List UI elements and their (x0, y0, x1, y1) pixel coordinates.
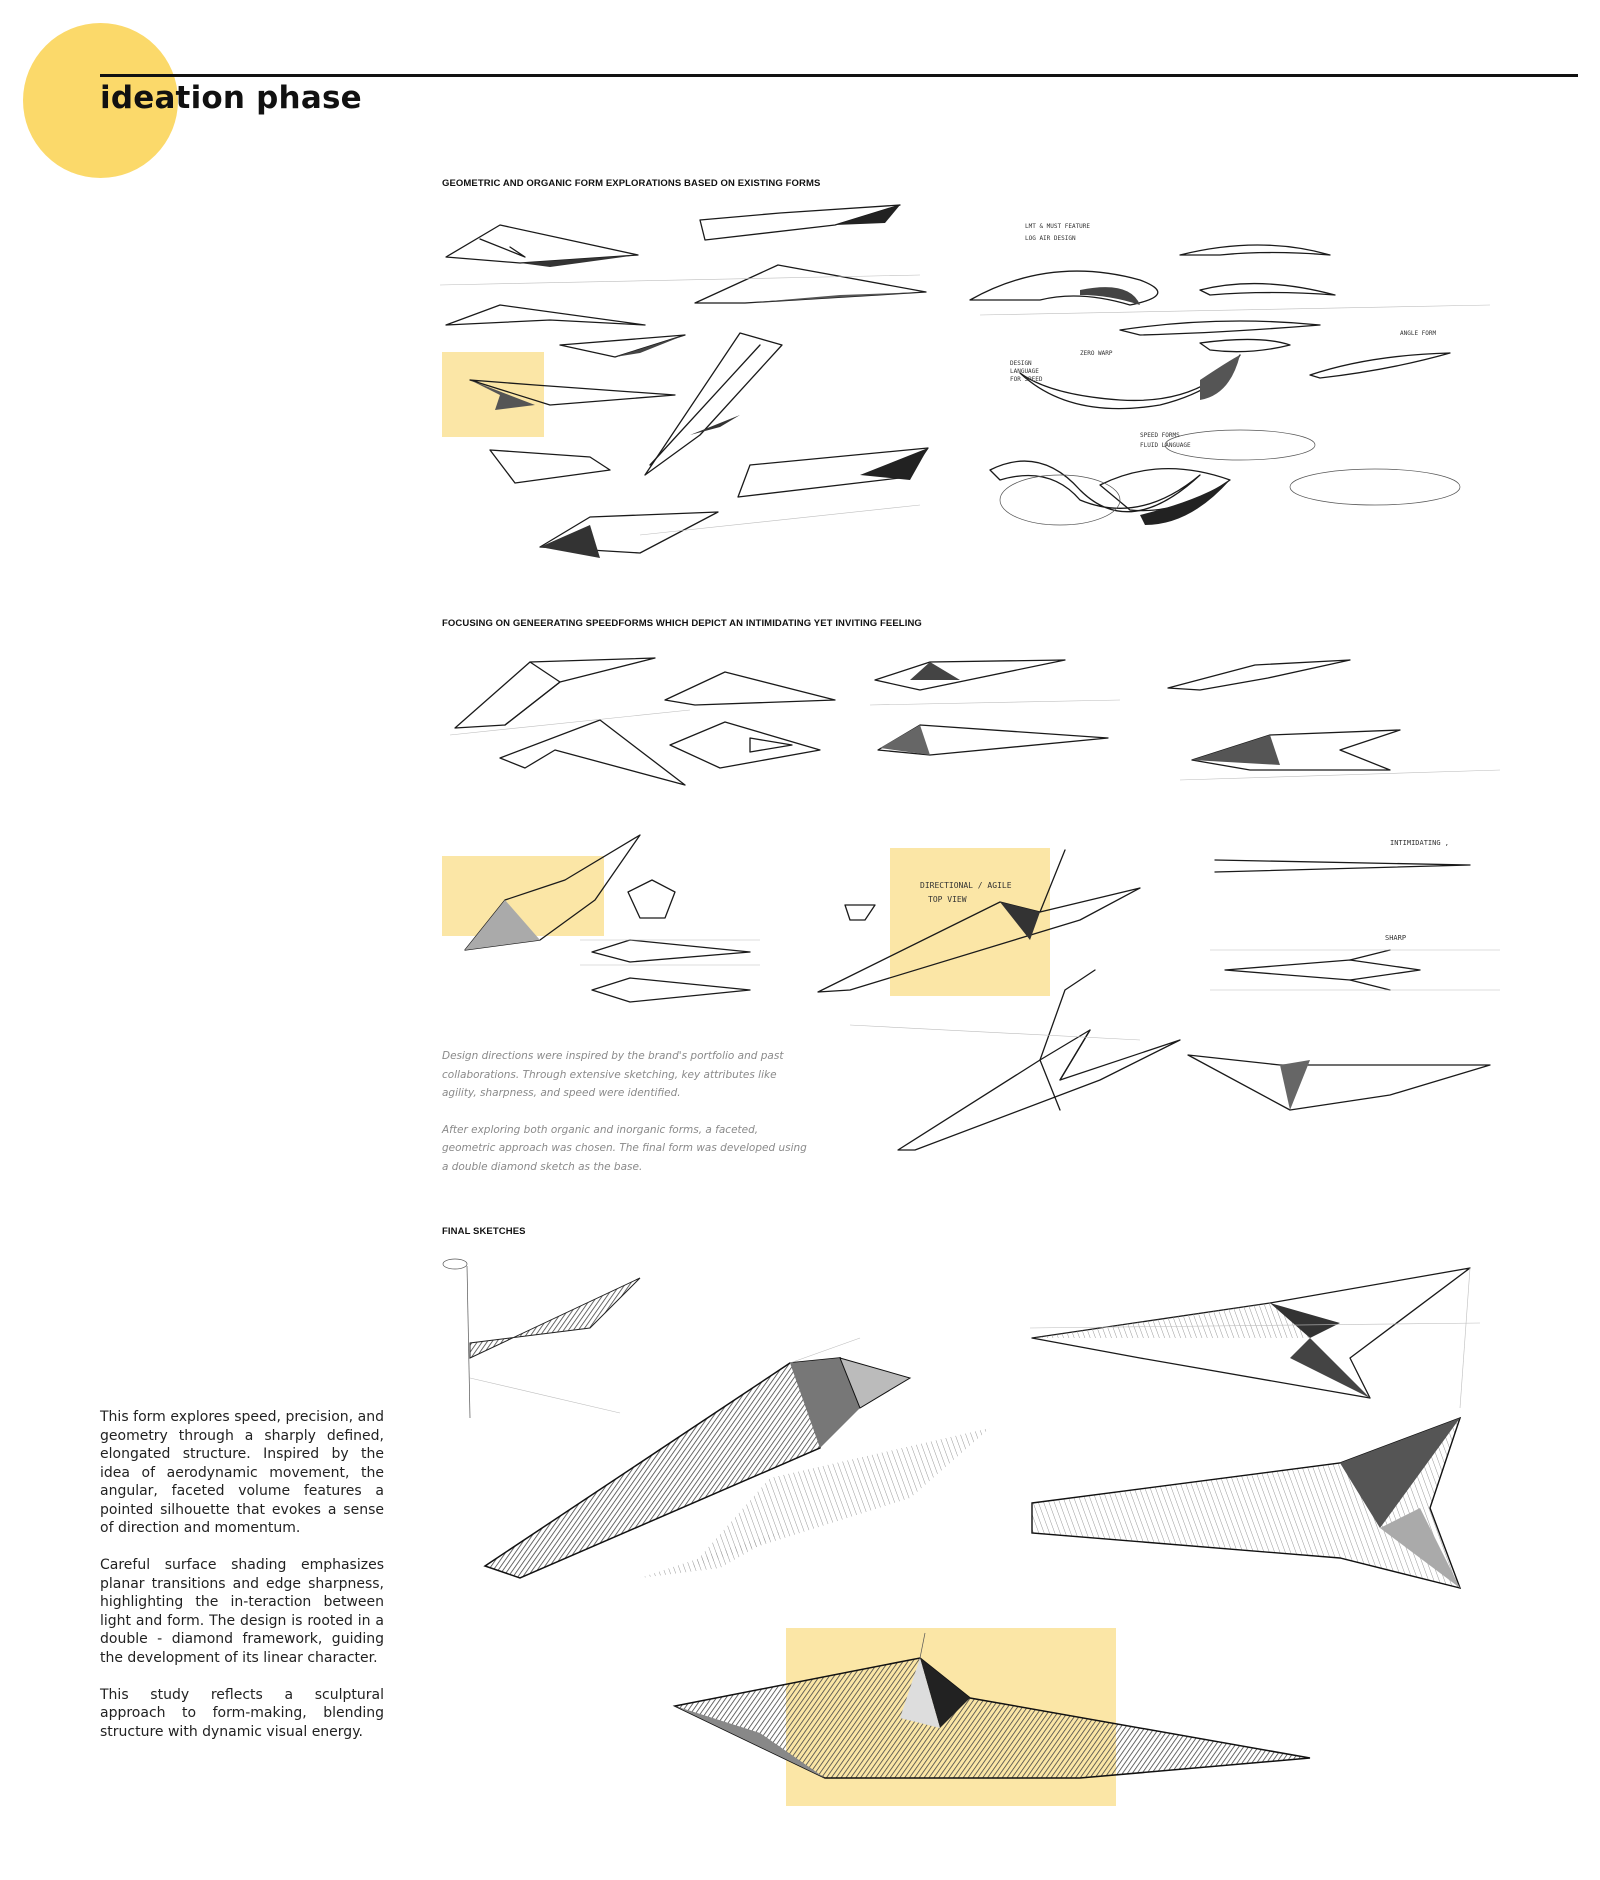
section-label-speedforms: FOCUSING ON GENEERATING SPEEDFORMS WHICH DEPICT AN INTIMIDATING YET INVITING FEELING (442, 618, 922, 629)
speedform-row-1 (450, 658, 1500, 785)
svg-text:DESIGN: DESIGN (1010, 360, 1032, 367)
highlight-swatch (442, 352, 544, 437)
final-sketch-side (1030, 1268, 1480, 1408)
design-notes (442, 1047, 812, 1194)
svg-text:LANGUAGE: LANGUAGE (1010, 368, 1039, 375)
svg-text:DIRECTIONAL / AGILE: DIRECTIONAL / AGILE (920, 881, 1012, 890)
header-rule (100, 74, 1578, 77)
svg-text:SPEED FORMS: SPEED FORMS (1140, 432, 1180, 439)
svg-text:LOG AIR DESIGN: LOG AIR DESIGN (1025, 235, 1076, 242)
svg-text:ANGLE FORM: ANGLE FORM (1400, 330, 1437, 337)
svg-text:TOP VIEW: TOP VIEW (928, 895, 967, 904)
design-note-2: After exploring both organic and inorganic forms, a faceted, geometric approach was chosen. The final form was developed using a double diamond sketch as the base. (442, 1123, 807, 1173)
section-label-form-explorations: GEOMETRIC AND ORGANIC FORM EXPLORATIONS BASED ON EXISTING FORMS (442, 178, 821, 189)
final-sketch-small (443, 1259, 640, 1418)
description-paragraph-2: Careful surface shading emphasizes planar transitions and edge sharpness, highlighting the in-teraction between light and form. The design is rooted in a double - diamond framework, guiding the development of its linear character. (100, 1557, 384, 1666)
svg-text:FLUID LANGUAGE: FLUID LANGUAGE (1140, 442, 1191, 449)
organic-forms (970, 223, 1460, 525)
page-title: ideation phase (100, 80, 362, 116)
svg-text:ZERO WARP: ZERO WARP (1080, 350, 1113, 357)
description-text (100, 1408, 384, 1760)
svg-text:FOR SPEED: FOR SPEED (1010, 376, 1043, 383)
final-sketch-lower (1032, 1418, 1460, 1588)
description-paragraph-1: This form explores speed, precision, and geometry through a sharply defined, elongated structure. Inspired by the idea of aerodynamic movement, the angular, faceted volume features a pointed silhouette that evokes a sense of direction and momentum. (100, 1409, 384, 1536)
sketch-panel-final (440, 1248, 1510, 1808)
design-note-1: Design directions were inspired by the brand's portfolio and past collaborations. Through extensive sketching, key attributes like agility, sharpness, and speed were identified. (442, 1050, 784, 1099)
sketch-panel-form-explorations (440, 195, 1500, 565)
svg-text:SHARP: SHARP (1385, 934, 1407, 942)
description-paragraph-3: This study reflects a sculptural approach to form-making, blending structure with dynamic visual energy. (100, 1686, 384, 1740)
section-label-final-sketches: FINAL SKETCHES (442, 1226, 526, 1237)
final-sketch-perspective (485, 1338, 990, 1578)
sketch-final (440, 1248, 1510, 1808)
svg-text:INTIMIDATING ,: INTIMIDATING , (1390, 839, 1450, 847)
svg-text:LMT & MUST FEATURE: LMT & MUST FEATURE (1025, 223, 1091, 230)
sketch-form-explorations (440, 195, 1500, 565)
